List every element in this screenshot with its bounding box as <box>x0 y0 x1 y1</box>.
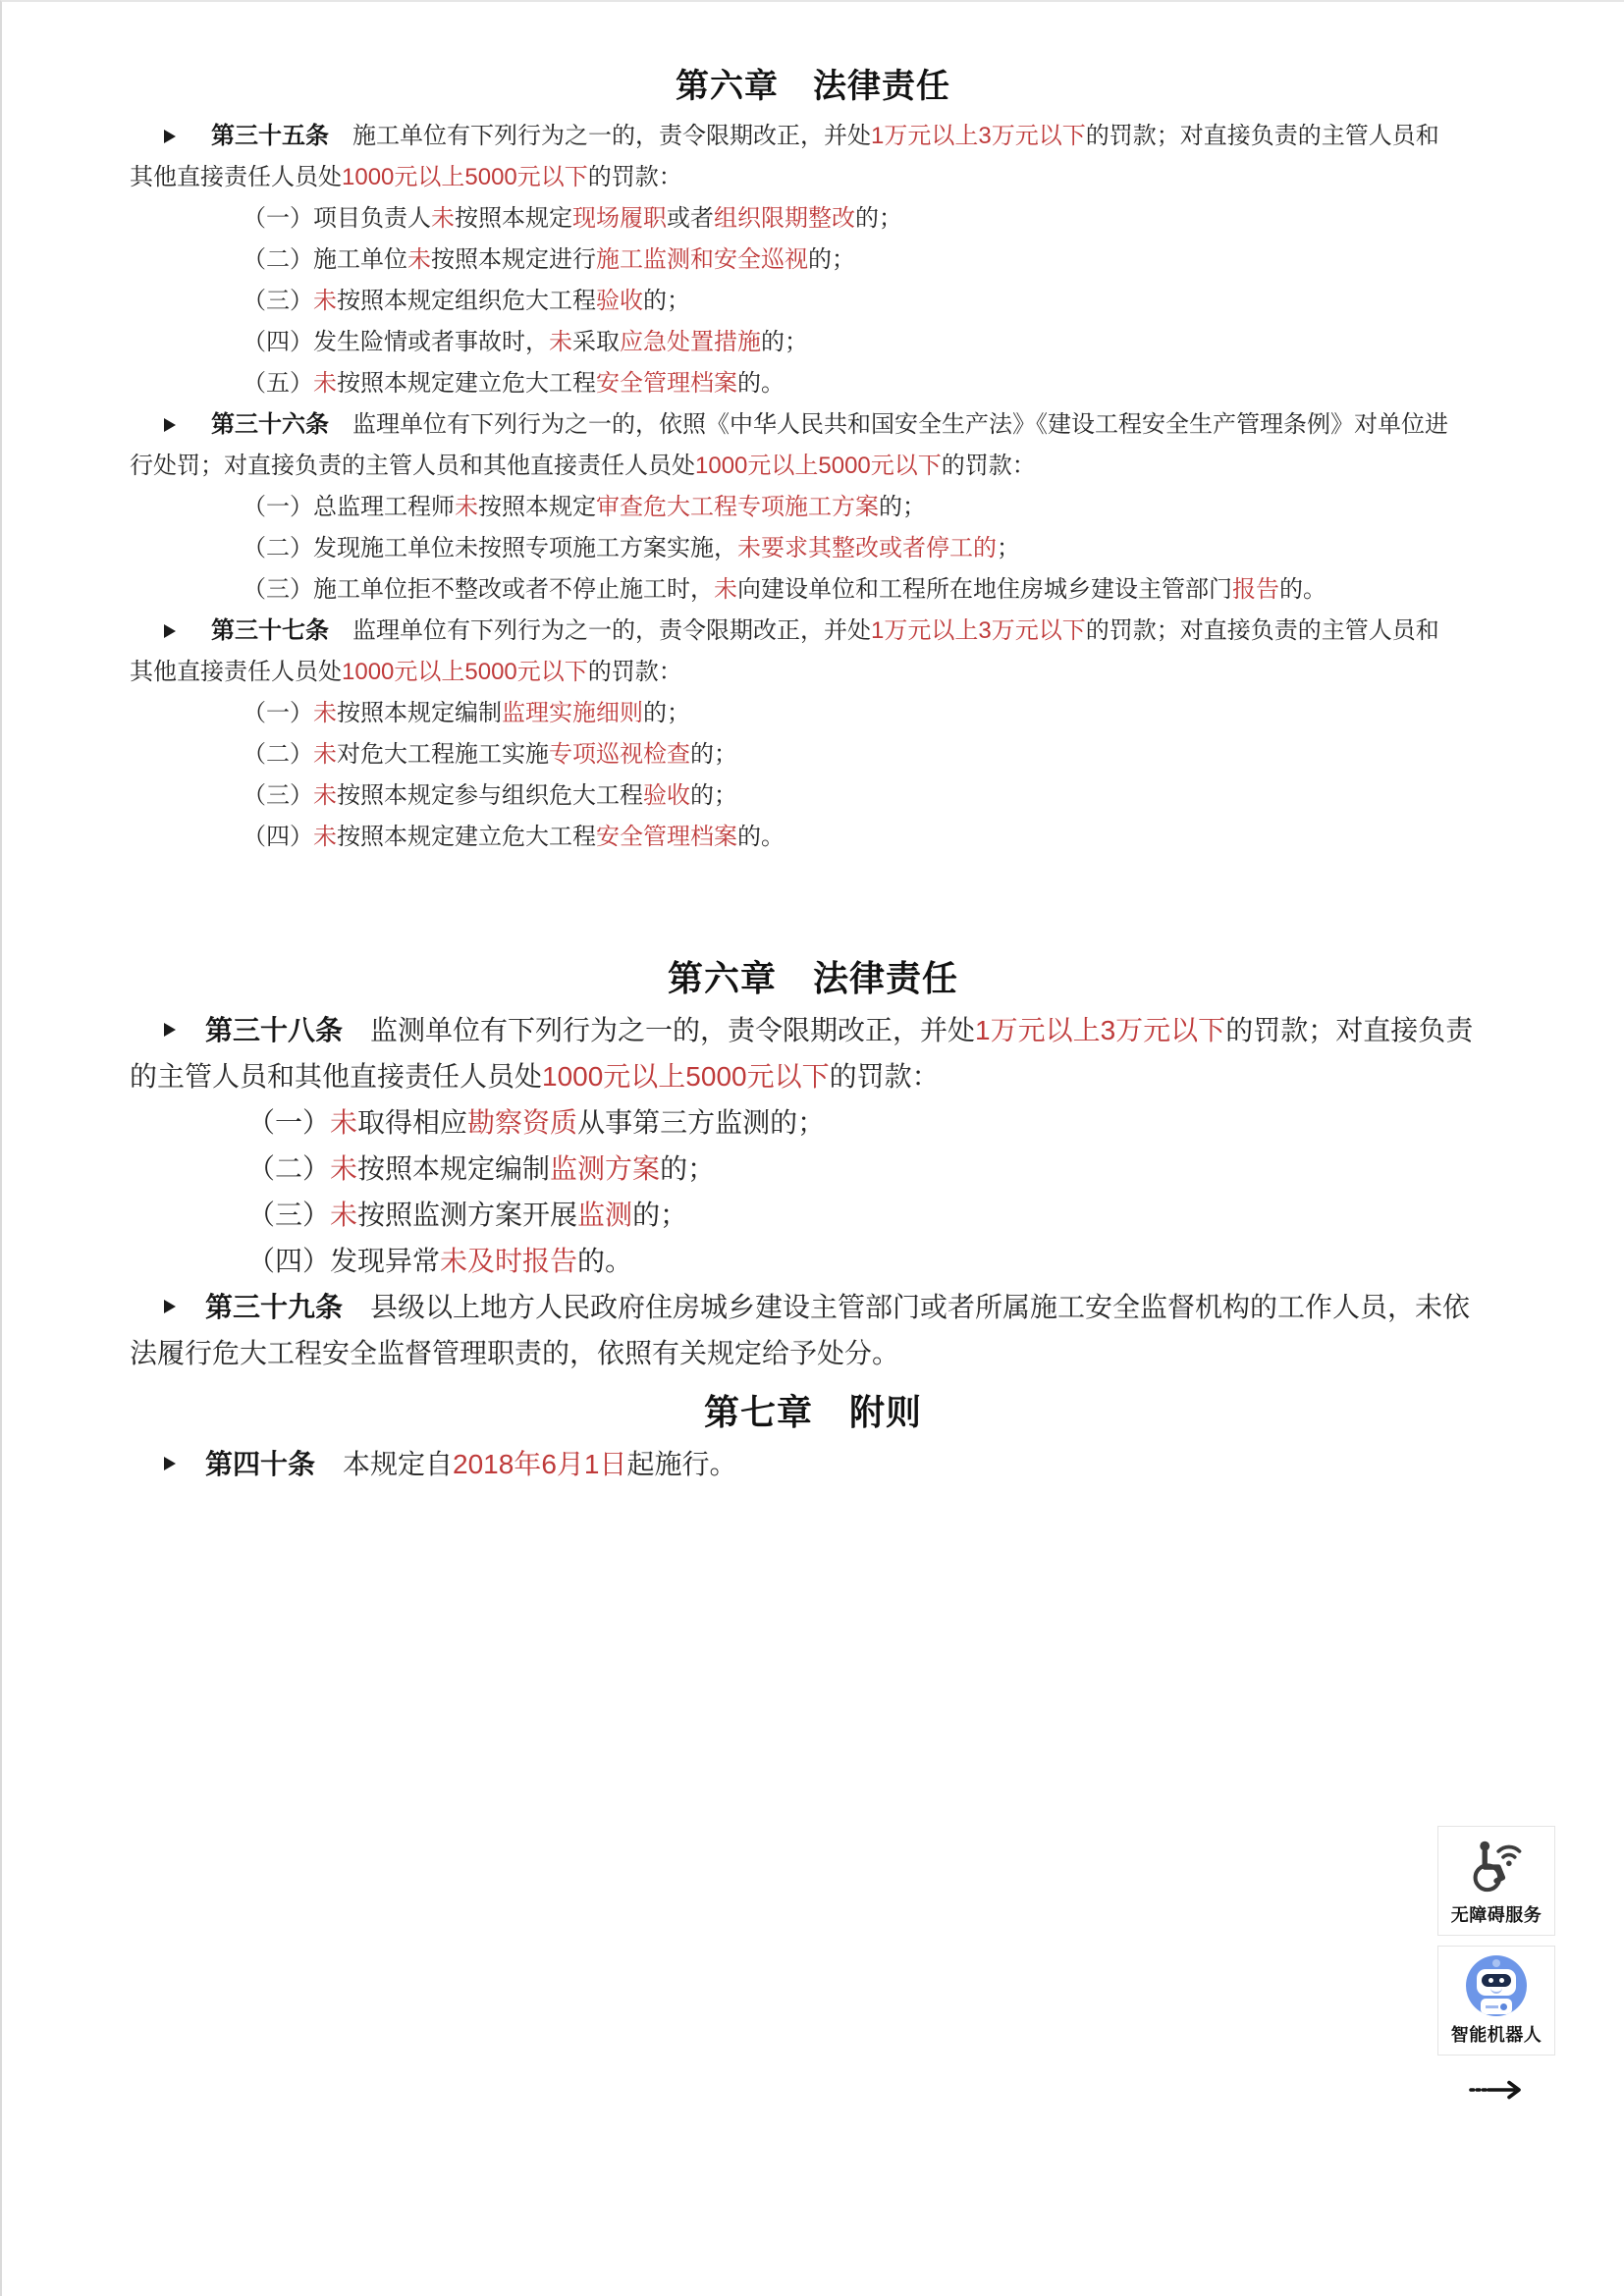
highlight-red-text: 2018年6月1日 <box>453 1449 627 1479</box>
chapter-title: 第六章 法律责任 <box>676 68 950 105</box>
text-run: （三）施工单位拒不整改或者不停止施工时， <box>243 576 714 603</box>
clause-item <box>130 1192 1485 1238</box>
text-run: 取得相应 <box>357 1107 468 1138</box>
article-paragraph <box>130 1284 1485 1376</box>
chapter-body <box>2 116 1624 858</box>
text-run: 的。 <box>1279 576 1326 603</box>
accessibility-label: 无障碍服务 <box>1450 1905 1543 1925</box>
highlight-red-text: 未 <box>714 576 737 603</box>
text-run: （四）发生险情或者事故时， <box>243 329 549 355</box>
arrowhead-bullet-icon <box>164 130 176 143</box>
text-run: （五） <box>243 370 313 397</box>
text-run: 按照本规定建立危大工程 <box>337 370 596 397</box>
highlight-red-text: 1万元以上3万元以下 <box>871 617 1086 644</box>
text-run: 的。 <box>737 824 785 850</box>
text-run: 按照本规定编制 <box>357 1153 551 1184</box>
article-paragraph <box>130 404 1460 487</box>
text-run: （二） <box>243 741 313 768</box>
text-run: 的罚款；对直接负责的主管人员和其他直接责任人员处 <box>130 123 1439 190</box>
article-paragraph <box>130 116 1460 198</box>
clause-item <box>130 528 1460 569</box>
highlight-red-text: 专项巡视检查 <box>549 741 690 768</box>
highlight-red-text: 未 <box>313 700 337 726</box>
highlight-red-text: 安全管理档案 <box>596 824 737 850</box>
highlight-red-text: 未 <box>330 1153 358 1184</box>
text-run: 按照本规定参与组织危大工程 <box>337 782 643 809</box>
clause-item <box>130 734 1460 775</box>
highlight-red-text: 监理实施细则 <box>502 700 643 726</box>
article-paragraph <box>130 1007 1485 1099</box>
text-run: 起施行。 <box>626 1449 737 1479</box>
text-run: 监理单位有下列行为之一的，依照《中华人民共和国安全生产法》《建设工程安全生产管理条例》对单位进行处罚；对直接负责的主管人员和其他直接责任人员处 <box>130 411 1448 479</box>
chapter-body <box>2 1007 1624 1487</box>
text-run: （二）发现施工单位未按照专项施工方案实施， <box>243 535 737 561</box>
highlight-red-text: 未要求其整改或者停工的 <box>737 535 997 561</box>
text-run: （三） <box>243 782 313 809</box>
text-run: 的； <box>660 1153 716 1184</box>
text-run: 的罚款；对直接负责的主管人员和其他直接责任人员处 <box>130 1015 1474 1092</box>
text-run: 的； <box>761 329 808 355</box>
text-run: （一）总监理工程师 <box>243 494 455 520</box>
robot-icon <box>1466 1955 1527 2016</box>
arrowhead-bullet-icon <box>164 418 176 432</box>
text-run: 按照本规定 <box>478 494 596 520</box>
clause-item <box>130 775 1460 817</box>
dashed-arrow-icon <box>1469 2079 1524 2101</box>
article-number: 第四十条 <box>205 1449 316 1479</box>
clause-item <box>130 1238 1485 1284</box>
text-run: 的。 <box>737 370 785 397</box>
highlight-red-text: 监测方案 <box>550 1153 661 1184</box>
chapter-title: 第六章 法律责任 <box>667 958 958 998</box>
accessibility-service-button[interactable] <box>1437 1826 1555 1936</box>
arrowhead-bullet-icon <box>164 1300 176 1313</box>
text-run: 按照本规定建立危大工程 <box>337 824 596 850</box>
text-run: 监测单位有下列行为之一的，责令限期改正，并处 <box>343 1015 976 1045</box>
article-number: 第三十五条 <box>211 123 329 149</box>
text-run: 监理单位有下列行为之一的，责令限期改正，并处 <box>329 617 871 644</box>
text-run: 从事第三方监测的； <box>577 1107 826 1138</box>
highlight-red-text: 未 <box>313 824 337 850</box>
highlight-red-text: 1000元以上5000元以下 <box>542 1061 830 1092</box>
text-run: 向建设单位和工程所在地住房城乡建设主管部门 <box>737 576 1232 603</box>
text-run: （一） <box>243 700 313 726</box>
highlight-red-text: 未 <box>407 246 431 273</box>
section-chapter6-first <box>2 65 1624 858</box>
clause-item <box>130 569 1460 611</box>
text-run: 的； <box>632 1200 688 1230</box>
clause-item <box>130 322 1460 363</box>
highlight-red-text: 未 <box>455 494 478 520</box>
article-number: 第三十六条 <box>211 411 329 438</box>
clause-item <box>130 693 1460 734</box>
text-run: 的； <box>643 288 690 314</box>
text-run: （四） <box>243 824 313 850</box>
text-run: （二）施工单位 <box>243 246 407 273</box>
section-chapter6-second <box>2 956 1624 1487</box>
text-run: 的罚款： <box>587 659 682 685</box>
text-run: （三） <box>243 288 313 314</box>
highlight-red-text: 未 <box>313 782 337 809</box>
arrowhead-bullet-icon <box>164 1023 176 1037</box>
highlight-red-text: 应急处置措施 <box>620 329 761 355</box>
highlight-red-text: 1000元以上5000元以下 <box>342 659 588 685</box>
highlight-red-text: 未及时报告 <box>440 1246 578 1276</box>
text-run: 按照监测方案开展 <box>357 1200 578 1230</box>
text-run: 本规定自 <box>315 1449 454 1479</box>
highlight-red-text: 未 <box>330 1200 358 1230</box>
highlight-red-text: 验收 <box>643 782 690 809</box>
wheelchair-wifi-icon <box>1467 1836 1526 1896</box>
highlight-red-text: 未 <box>549 329 572 355</box>
text-run: 按照本规定组织危大工程 <box>337 288 596 314</box>
text-run: 对危大工程施工实施 <box>337 741 549 768</box>
text-run: 的； <box>808 246 855 273</box>
arrowhead-bullet-icon <box>164 624 176 638</box>
clause-item <box>130 363 1460 404</box>
text-run: 的罚款： <box>941 453 1036 479</box>
clause-item <box>130 240 1460 281</box>
highlight-red-text: 1万元以上3万元以下 <box>975 1015 1226 1045</box>
text-run: 的罚款： <box>587 164 682 190</box>
smart-robot-button[interactable] <box>1437 1946 1555 2056</box>
highlight-red-text: 1万元以上3万元以下 <box>871 123 1086 149</box>
text-run: 的； <box>690 741 737 768</box>
text-run: 按照本规定进行 <box>431 246 596 273</box>
highlight-red-text: 未 <box>313 370 337 397</box>
highlight-red-text: 未 <box>330 1107 358 1138</box>
article-paragraph <box>130 1441 1485 1487</box>
clause-item <box>130 487 1460 528</box>
highlight-red-text: 安全管理档案 <box>596 370 737 397</box>
clause-item <box>130 817 1460 858</box>
text-run: 采取 <box>572 329 620 355</box>
highlight-red-text: 验收 <box>596 288 643 314</box>
floating-toolbar <box>1437 1826 1557 2101</box>
highlight-red-text: 审查危大工程专项施工方案 <box>596 494 879 520</box>
text-run: ； <box>997 535 1020 561</box>
article-paragraph <box>130 611 1460 693</box>
text-run: 的； <box>690 782 737 809</box>
text-run: 的。 <box>577 1246 633 1276</box>
text-run: 的罚款；对直接负责的主管人员和其他直接责任人员处 <box>130 617 1439 685</box>
highlight-red-text: 组织限期整改 <box>714 205 855 232</box>
text-run: 施工单位有下列行为之一的，责令限期改正，并处 <box>329 123 871 149</box>
highlight-red-text: 1000元以上5000元以下 <box>342 164 588 190</box>
highlight-red-text: 报告 <box>1232 576 1279 603</box>
text-run: （三） <box>247 1200 331 1230</box>
text-run: 或者 <box>667 205 714 232</box>
text-run: （一）项目负责人 <box>243 205 431 232</box>
text-run: 的； <box>879 494 926 520</box>
text-run: 县级以上地方人民政府住房城乡建设主管部门或者所属施工安全监督机构的工作人员，未依法履行危大工程安全监督管理职责的，依照有关规定给予处分。 <box>130 1292 1471 1368</box>
text-run: 的罚款： <box>829 1061 940 1092</box>
text-run: 的； <box>855 205 902 232</box>
text-run: 按照本规定编制 <box>337 700 502 726</box>
highlight-red-text: 监测 <box>577 1200 633 1230</box>
chapter-subtitle: 第七章 附则 <box>703 1392 922 1432</box>
highlight-red-text: 施工监测和安全巡视 <box>596 246 808 273</box>
highlight-red-text: 勘察资质 <box>467 1107 578 1138</box>
article-number: 第三十九条 <box>205 1292 344 1322</box>
clause-item <box>130 1099 1485 1146</box>
clause-item <box>130 198 1460 240</box>
highlight-red-text: 现场履职 <box>572 205 667 232</box>
scroll-right-arrow-button[interactable] <box>1469 2079 1524 2101</box>
highlight-red-text: 未 <box>313 741 337 768</box>
robot-label: 智能机器人 <box>1450 2025 1543 2045</box>
text-run: 的； <box>643 700 690 726</box>
text-run: （一） <box>247 1107 331 1138</box>
article-number: 第三十八条 <box>205 1015 344 1045</box>
highlight-red-text: 未 <box>431 205 455 232</box>
arrowhead-bullet-icon <box>164 1457 176 1470</box>
text-run: 按照本规定 <box>455 205 572 232</box>
text-run: （四）发现异常 <box>247 1246 441 1276</box>
highlight-red-text: 未 <box>313 288 337 314</box>
highlight-red-text: 1000元以上5000元以下 <box>695 453 942 479</box>
clause-item <box>130 1146 1485 1192</box>
article-number: 第三十七条 <box>211 617 329 644</box>
clause-item <box>130 281 1460 322</box>
text-run: （二） <box>247 1153 331 1184</box>
